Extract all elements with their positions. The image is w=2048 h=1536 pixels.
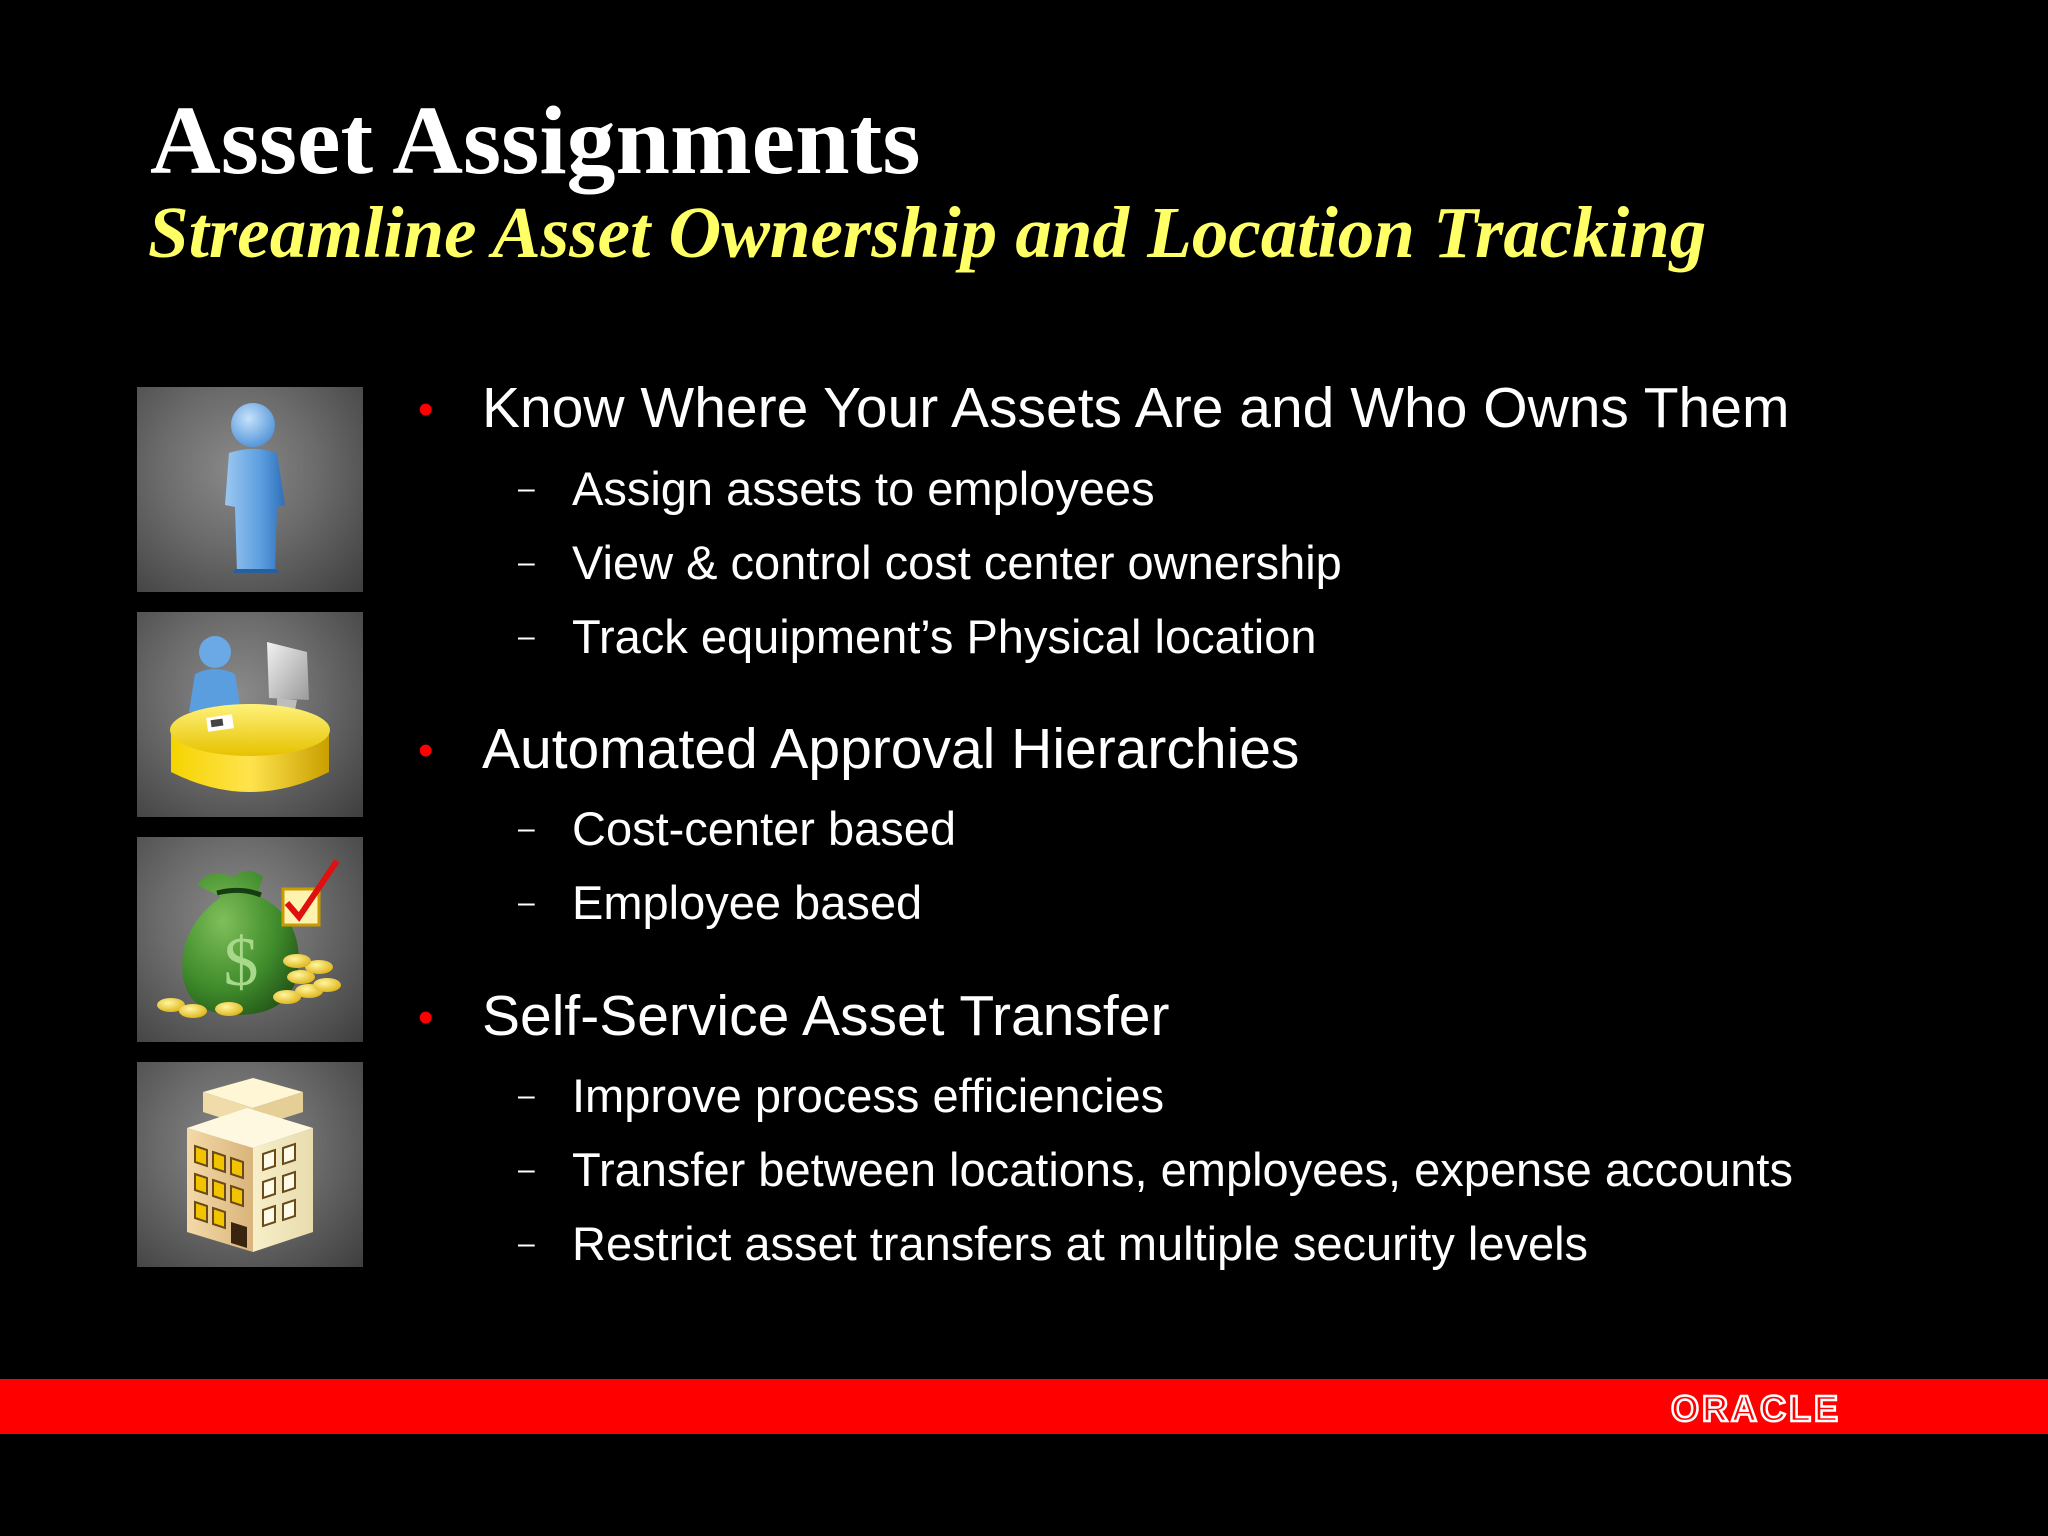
sub-bullet-marker: – <box>518 812 535 845</box>
bullet-3: Self-Service Asset Transfer <box>482 984 1170 1048</box>
slide-title: Asset Assignments <box>150 87 921 195</box>
bullet-2-sub-1: Cost-center based <box>572 802 957 855</box>
person-icon-tile <box>137 387 363 592</box>
building-icon <box>137 1062 363 1267</box>
sub-bullet-marker: – <box>518 1153 535 1186</box>
bullet-marker: • <box>418 385 434 434</box>
bullet-1-sub-1: Assign assets to employees <box>572 462 1155 515</box>
help-desk-icon-tile <box>137 612 363 817</box>
help-desk-icon <box>137 612 363 817</box>
oracle-logo: ORACLE <box>1671 1388 1841 1429</box>
sub-bullet-marker: – <box>518 472 535 505</box>
bullet-3-sub-3: Restrict asset transfers at multiple security levels <box>572 1217 1589 1270</box>
bullet-1-sub-2: View & control cost center ownership <box>572 536 1342 589</box>
bullet-3-sub-2: Transfer between locations, employees, expense accounts <box>572 1143 1793 1196</box>
bullet-marker: • <box>418 726 434 775</box>
sub-bullet-marker: – <box>518 1079 535 1112</box>
person-icon <box>137 387 363 592</box>
sub-bullet-marker: – <box>518 546 535 579</box>
bullet-2-sub-2: Employee based <box>572 876 923 929</box>
building-icon-tile <box>137 1062 363 1267</box>
bullet-2: Automated Approval Hierarchies <box>482 717 1300 781</box>
sub-bullet-marker: – <box>518 886 535 919</box>
svg-text:$: $ <box>223 924 259 1001</box>
sub-bullet-marker: – <box>518 620 535 653</box>
bullet-1: Know Where Your Assets Are and Who Owns Them <box>482 376 1790 440</box>
sub-bullet-marker: – <box>518 1227 535 1260</box>
bullet-3-sub-1: Improve process efficiencies <box>572 1069 1165 1122</box>
money-bag-icon-tile <box>137 837 363 1042</box>
slide-subtitle: Streamline Asset Ownership and Location Tracking <box>148 192 1707 273</box>
bullet-marker: • <box>418 993 434 1042</box>
money-bag-icon <box>137 837 363 1042</box>
bullet-1-sub-3: Track equipment’s Physical location <box>572 610 1317 663</box>
